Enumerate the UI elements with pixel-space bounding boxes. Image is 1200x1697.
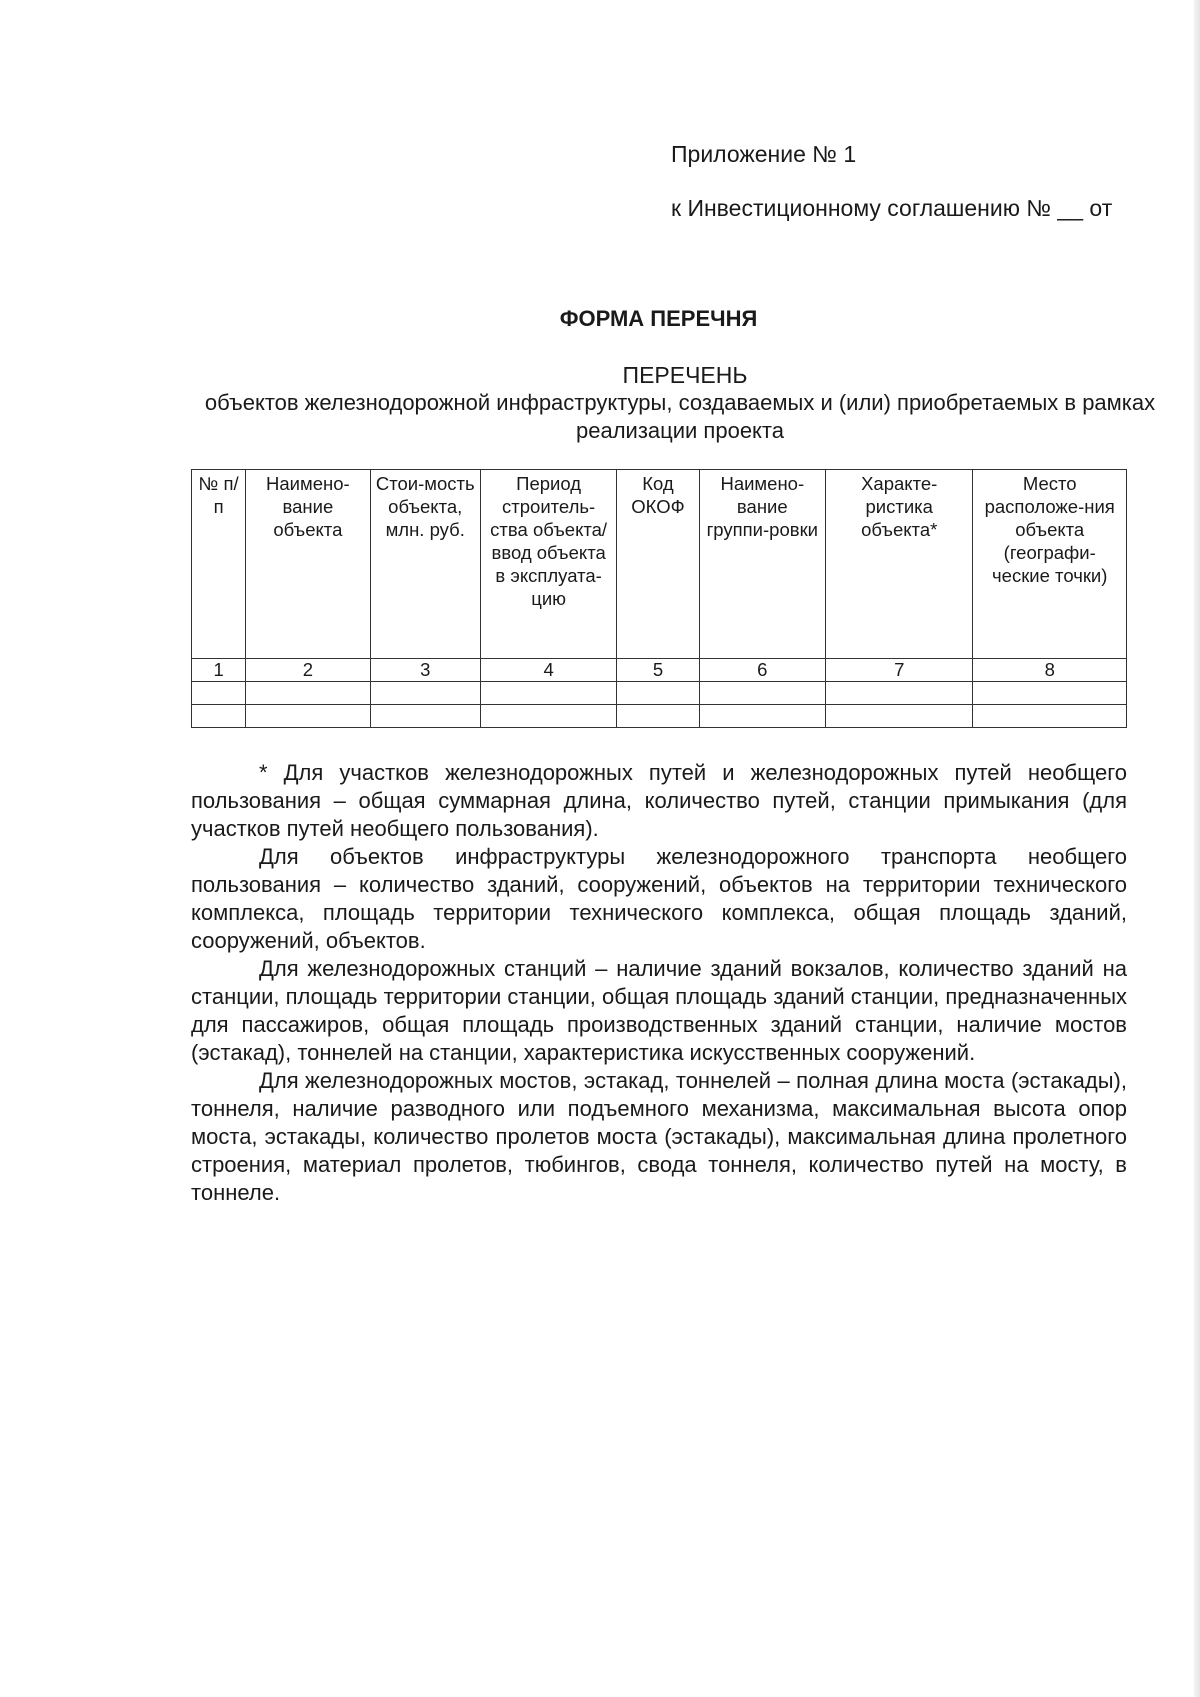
appendix-header	[671, 140, 1131, 222]
header-cost: Стои-мость объекта, млн. руб.	[370, 470, 480, 659]
table-cell	[480, 682, 616, 705]
page-edge	[1194, 0, 1200, 1697]
header-group: Наимено-вание группи-ровки	[699, 470, 825, 659]
footnote-stations: Для железнодорожных станций – наличие зданий вокзалов, количество зданий на станции, площадь территории станции, общая площадь зданий станции, предназначенных для пассажиров, общая площадь производственных зданий станции, наличие мостов (эстакад), тоннелей на станции, характеристика искусственных сооружений.	[191, 956, 1128, 1065]
column-number: 5	[617, 659, 699, 682]
footnote-track-sections: * Для участков железнодорожных путей и железнодорожных путей необщего пользования – общая суммарная длина, количество путей, станции примыкания (для участков путей необщего пользования).	[191, 760, 1127, 841]
column-number: 3	[370, 659, 480, 682]
header-object-name: Наимено-вание объекта	[246, 470, 370, 659]
header-okof: Код ОКОФ	[617, 470, 699, 659]
list-subtitle: объектов железнодорожной инфраструктуры, создаваемых и (или) приобретаемых в рамках реализации проекта	[204, 390, 1156, 443]
table-number-row	[192, 659, 1127, 682]
table-cell	[825, 682, 972, 705]
table-cell	[192, 705, 246, 728]
table-cell	[480, 705, 616, 728]
list-title: ПЕРЕЧЕНЬ	[622, 362, 748, 388]
header-location: Место расположе-ния объекта (географи-ческие точки)	[973, 470, 1127, 659]
column-number: 4	[480, 659, 616, 682]
table-cell	[973, 705, 1127, 728]
table-cell	[825, 705, 972, 728]
column-number: 1	[192, 659, 246, 682]
column-number: 6	[699, 659, 825, 682]
footnote-bridges-tunnels: Для железнодорожных мостов, эстакад, тоннелей – полная длина моста (эстакады), тоннеля, наличие разводного или подъемного механизма, максимальная высота опор моста, эстакады, количество пролетов моста (эстакады), максимальная длина пролетного строения, материал пролетов, тюбингов, свода тоннеля, количество путей на мосту, в тоннеле.	[191, 1068, 1127, 1205]
table-cell	[370, 682, 480, 705]
table-cell	[699, 682, 825, 705]
footnotes	[191, 759, 1127, 1207]
header-number: № п/п	[192, 470, 246, 659]
table-cell	[699, 705, 825, 728]
table-cell	[973, 682, 1127, 705]
header-period: Период строитель-ства объекта/ ввод объекта в эксплуата-цию	[480, 470, 616, 659]
table-cell	[192, 682, 246, 705]
table-header-row	[192, 470, 1127, 659]
column-number: 8	[973, 659, 1127, 682]
objects-table	[191, 469, 1127, 728]
table-row	[192, 705, 1127, 728]
appendix-number: Приложение № 1	[671, 141, 857, 167]
header-characteristic: Характе-ристика объекта*	[825, 470, 972, 659]
table-cell	[246, 705, 370, 728]
column-number: 2	[246, 659, 370, 682]
table-cell	[246, 682, 370, 705]
column-number: 7	[825, 659, 972, 682]
table-cell	[370, 705, 480, 728]
footnote-infrastructure: Для объектов инфраструктуры железнодорожного транспорта необщего пользования – количество зданий, сооружений, объектов на территории технического комплекса, площадь территории технического комплекса, общая площадь зданий, сооружений, объектов.	[191, 844, 1127, 953]
table-cell	[617, 705, 699, 728]
appendix-agreement: к Инвестиционному соглашению № __ от	[671, 195, 1113, 221]
table-cell	[617, 682, 699, 705]
table-row	[192, 682, 1127, 705]
form-title: ФОРМА ПЕРЕЧНЯ	[559, 306, 758, 331]
